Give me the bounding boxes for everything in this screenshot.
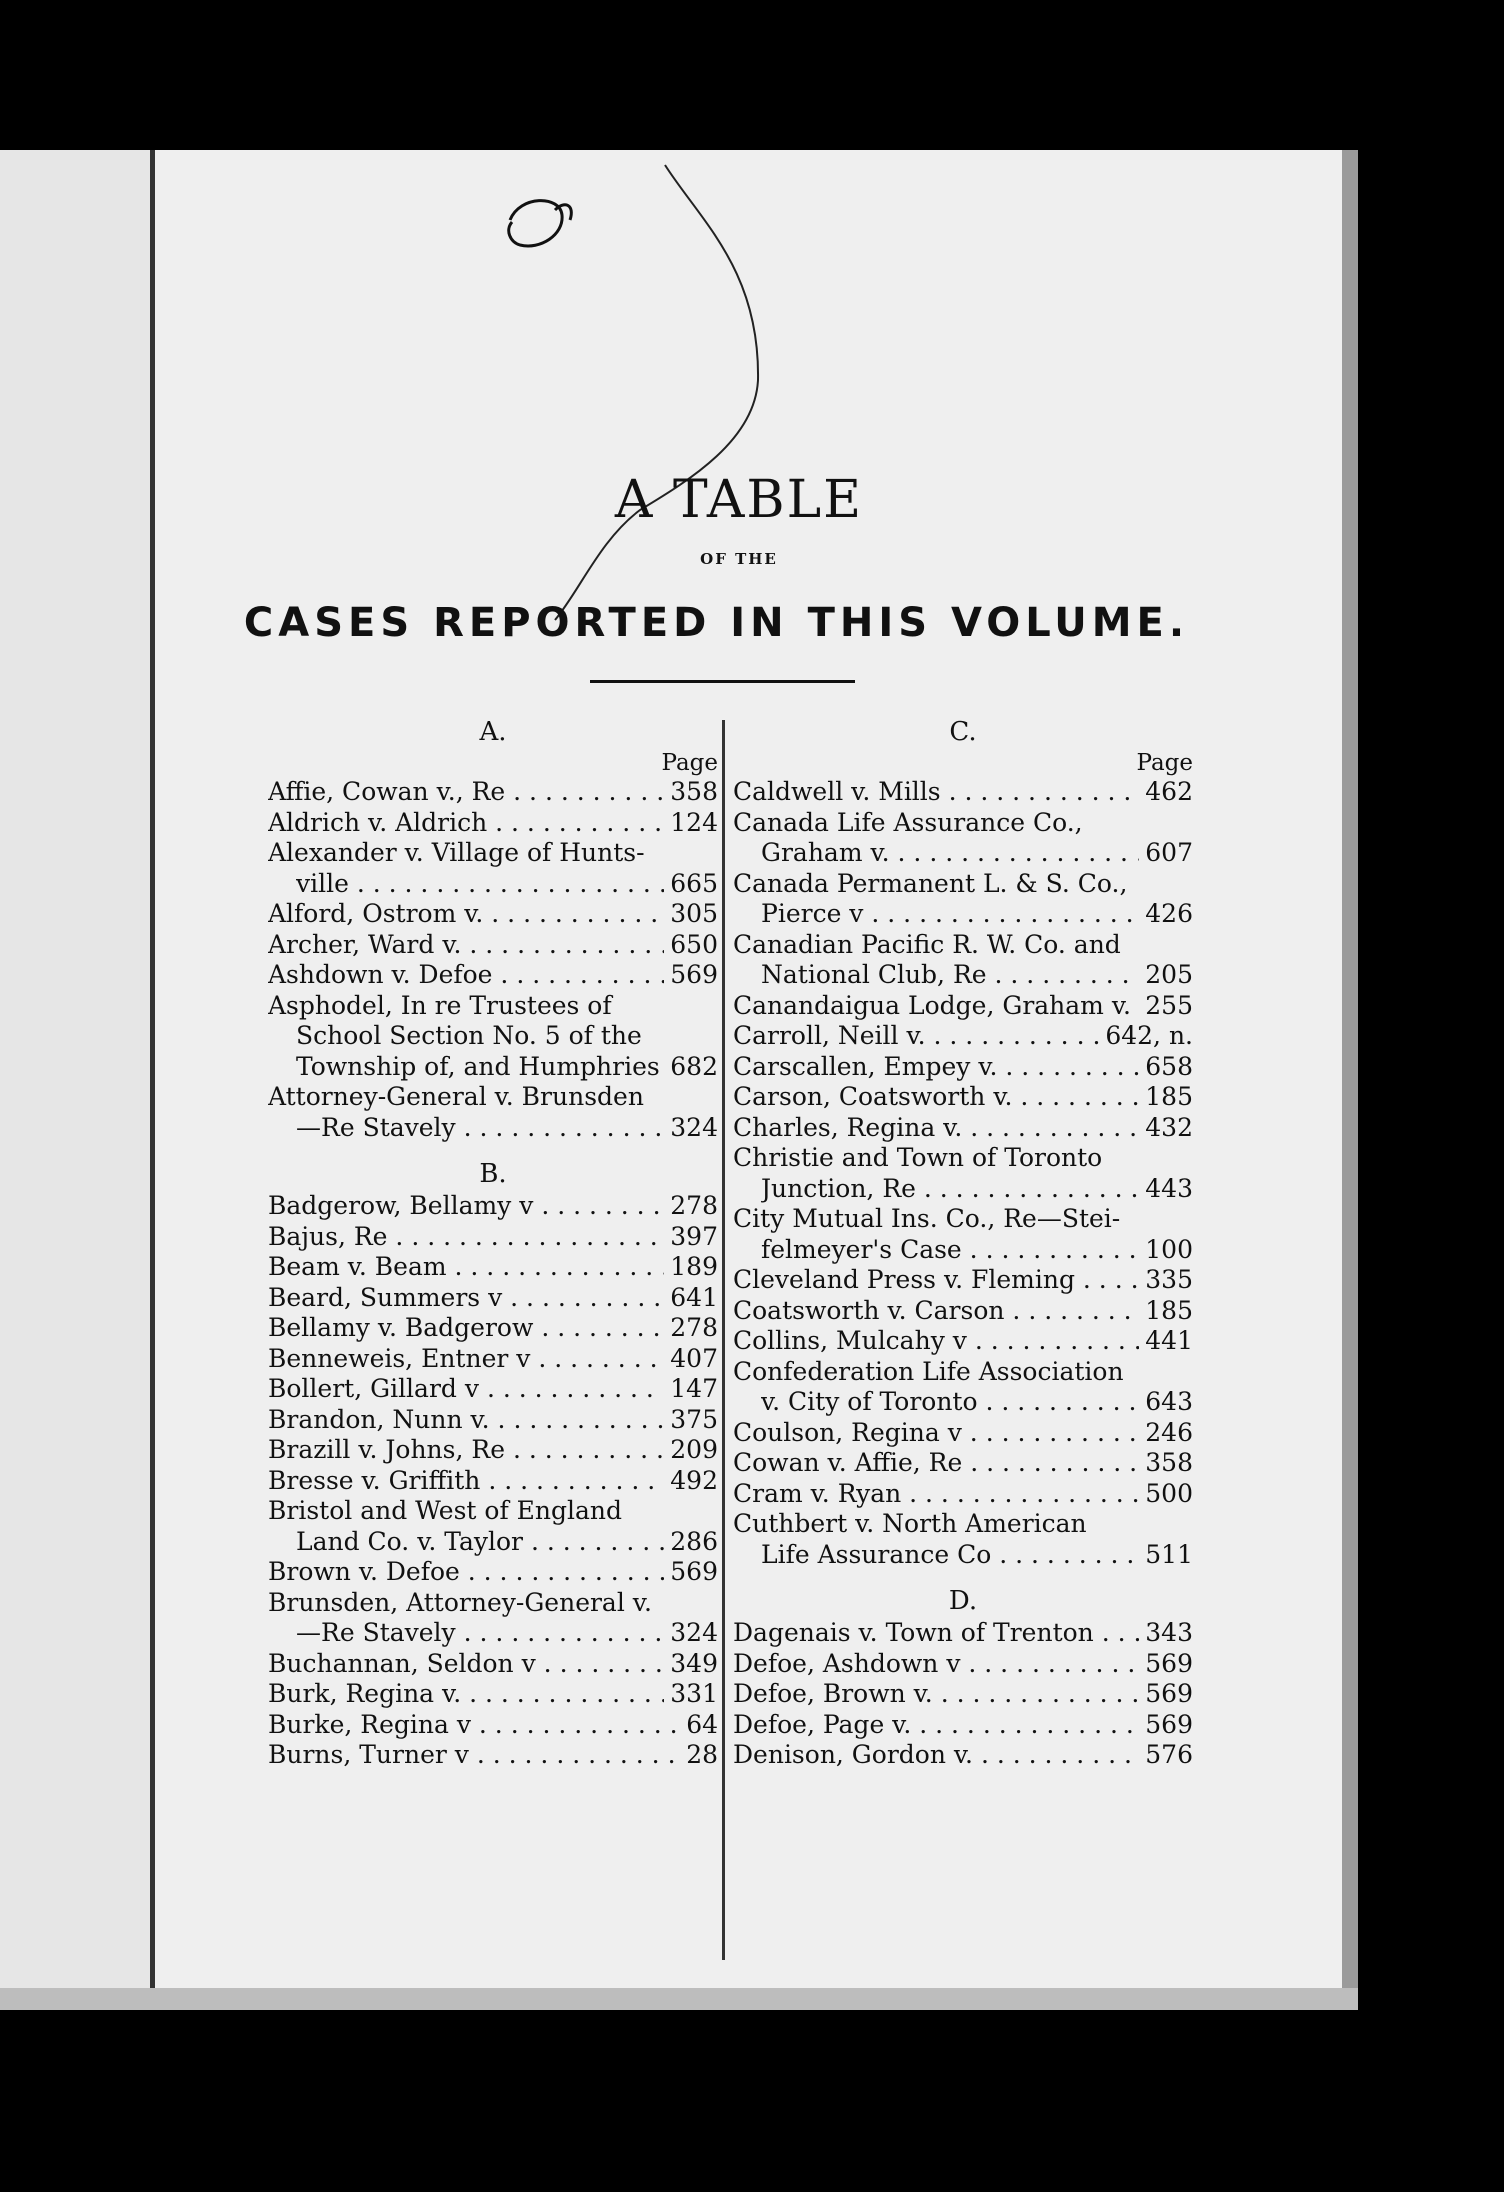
case-page-number: 331 <box>670 1679 718 1708</box>
case-page-number: 682 <box>670 1051 718 1081</box>
case-name: ville . . . <box>296 869 664 900</box>
case-page-number: 185 <box>1145 1295 1193 1325</box>
case-name: Coatsworth v. Carson . . . <box>733 1296 1139 1327</box>
case-entry <box>268 1710 718 1741</box>
page-title: A TABLE <box>614 470 864 530</box>
case-entry-line <box>733 1357 1193 1388</box>
case-name: Collins, Mulcahy v . . . <box>733 1326 1139 1357</box>
case-entry-line <box>268 1466 718 1497</box>
case-name: Canandaigua Lodge, Graham v. . . . <box>733 991 1139 1022</box>
right-column <box>733 715 1193 1771</box>
case-name: Charles, Regina v. . . . <box>733 1113 1139 1144</box>
case-entry-line <box>733 1113 1193 1144</box>
case-name: Burns, Turner v . . . <box>268 1740 680 1771</box>
case-name: —Re Stavely . . . <box>296 1618 664 1649</box>
case-page-number: 569 <box>670 960 718 989</box>
case-entry-line <box>268 899 718 930</box>
case-entry <box>733 1204 1193 1265</box>
case-entry <box>268 1191 718 1222</box>
case-page-number: 569 <box>1145 1709 1193 1739</box>
case-page-number: 462 <box>1145 777 1193 806</box>
case-page-number: 205 <box>1145 960 1193 989</box>
case-entry <box>733 1296 1193 1327</box>
case-name: Carscallen, Empey v. . . . <box>733 1052 1139 1083</box>
case-name: Defoe, Page v. . . . <box>733 1710 1139 1741</box>
case-page-number: 426 <box>1145 899 1193 928</box>
case-entry <box>733 1679 1193 1710</box>
case-entry <box>733 1618 1193 1649</box>
section-letter: B. <box>479 1159 507 1189</box>
case-name: Alford, Ostrom v. . . . <box>268 899 664 930</box>
case-page-number: 343 <box>1145 1618 1193 1647</box>
case-entry <box>733 1265 1193 1296</box>
case-entry-line <box>268 1588 718 1619</box>
case-page-number: 305 <box>670 899 718 928</box>
case-name: Carroll, Neill v. . . . <box>733 1021 1099 1052</box>
case-entry-line <box>733 1618 1193 1649</box>
case-page-number: 124 <box>670 807 718 837</box>
page-subtitle: CASES REPORTED IN THIS VOLUME. <box>243 600 1190 646</box>
case-name: Cuthbert v. North American <box>733 1509 1087 1538</box>
case-name: Brandon, Nunn v. . . . <box>268 1405 664 1436</box>
section-letter: C. <box>949 717 977 747</box>
case-entry-line <box>268 1283 718 1314</box>
case-entry <box>268 899 718 930</box>
case-name: Archer, Ward v. . . . <box>268 930 664 961</box>
case-entry-line <box>268 1496 718 1527</box>
case-entry <box>268 1740 718 1771</box>
case-entry-line <box>268 1679 718 1710</box>
case-name: Bresse v. Griffith . . . <box>268 1466 664 1497</box>
case-name: Burk, Regina v. . . . <box>268 1679 664 1710</box>
case-entry-line <box>268 1344 718 1375</box>
case-page-number: 643 <box>1145 1387 1193 1416</box>
case-entry-line <box>268 808 718 839</box>
case-entry-line <box>268 1191 718 1222</box>
case-name: Buchannan, Seldon v . . . <box>268 1649 664 1680</box>
case-page-number: 407 <box>670 1343 718 1373</box>
case-entry <box>733 1052 1193 1083</box>
case-entry-line <box>733 1479 1193 1510</box>
case-entry-line <box>733 1509 1193 1540</box>
case-page-number: 397 <box>670 1221 718 1251</box>
case-name: Life Assurance Co . . . <box>761 1540 1139 1571</box>
case-entry-line <box>268 1374 718 1405</box>
case-page-number: 185 <box>1145 1082 1193 1111</box>
column-divider <box>722 720 725 1960</box>
case-name: Bollert, Gillard v . . . <box>268 1374 664 1405</box>
case-entry <box>268 1374 718 1405</box>
case-page-number: 189 <box>670 1252 718 1281</box>
case-page-number: 375 <box>670 1404 718 1434</box>
case-page-number: 358 <box>670 777 718 806</box>
case-entry-line <box>268 1405 718 1436</box>
case-name: Ashdown v. Defoe . . . <box>268 960 664 991</box>
case-entry <box>733 1649 1193 1680</box>
case-entry-line <box>733 1418 1193 1449</box>
case-entry <box>268 1588 718 1649</box>
case-entry-line <box>733 1204 1193 1235</box>
case-entry-line <box>268 1618 718 1649</box>
case-entry-line <box>268 869 718 900</box>
case-page-number: 278 <box>670 1191 718 1220</box>
case-name: Burke, Regina v . . . <box>268 1710 680 1741</box>
case-name: Brunsden, Attorney-General v. <box>268 1587 652 1617</box>
case-entry-line <box>733 1082 1193 1113</box>
case-entry-line <box>268 991 718 1022</box>
case-entry <box>268 1252 718 1283</box>
case-entry <box>733 930 1193 991</box>
case-page-number: 255 <box>1145 990 1193 1020</box>
case-page-number: 28 <box>686 1740 718 1769</box>
case-name: Alexander v. Village of Hunts- <box>268 838 645 867</box>
case-name: —Re Stavely . . . <box>296 1113 664 1144</box>
case-page-number: 642, n. <box>1105 1021 1193 1050</box>
case-page-number: 209 <box>670 1435 718 1464</box>
case-page-number: 650 <box>670 929 718 959</box>
case-entry <box>268 1496 718 1557</box>
case-entry <box>268 777 718 808</box>
case-entry-line <box>268 960 718 991</box>
pencil-annotation <box>500 190 580 274</box>
case-entry-line <box>268 1313 718 1344</box>
scanned-page <box>0 150 1358 2010</box>
case-entry <box>733 1113 1193 1144</box>
case-entry <box>733 1710 1193 1741</box>
case-name: Cleveland Press v. Fleming . . . <box>733 1265 1139 1296</box>
case-page-number: 492 <box>670 1465 718 1495</box>
case-entry-line <box>268 1710 718 1741</box>
case-page-number: 576 <box>1145 1740 1193 1769</box>
case-entry <box>733 1448 1193 1479</box>
case-page-number: 324 <box>670 1112 718 1142</box>
case-entry-line <box>733 1052 1193 1083</box>
case-entry-line <box>733 838 1193 869</box>
case-name: Badgerow, Bellamy v . . . <box>268 1191 664 1222</box>
case-page-number: 607 <box>1145 838 1193 867</box>
case-name: Asphodel, In re Trustees of <box>268 990 612 1020</box>
case-entry <box>268 991 718 1083</box>
case-name: Beam v. Beam . . . <box>268 1252 664 1283</box>
case-name: Bellamy v. Badgerow . . . <box>268 1313 664 1344</box>
case-entry-line <box>268 1021 718 1052</box>
case-entry <box>268 1435 718 1466</box>
case-entry <box>268 1283 718 1314</box>
case-page-number: 246 <box>1145 1417 1193 1447</box>
case-entry-line <box>268 1649 718 1680</box>
case-entry <box>733 991 1193 1022</box>
case-entry-line <box>268 838 718 869</box>
case-entry <box>733 777 1193 808</box>
case-name: Coulson, Regina v . . . <box>733 1418 1139 1449</box>
case-entry <box>733 869 1193 930</box>
section-letter: A. <box>479 717 507 747</box>
case-name: Land Co. v. Taylor . . . <box>296 1527 664 1558</box>
case-entry-line <box>268 1252 718 1283</box>
case-name: Aldrich v. Aldrich . . . <box>268 808 664 839</box>
case-entry-line <box>733 1710 1193 1741</box>
case-name: Denison, Gordon v. . . . <box>733 1740 1139 1771</box>
case-entry-line <box>733 1740 1193 1771</box>
section-letter: D. <box>948 1586 978 1616</box>
title-rule <box>590 680 855 683</box>
case-page-number: 100 <box>1145 1234 1193 1264</box>
case-name: Cram v. Ryan . . . <box>733 1479 1139 1510</box>
case-entry-line <box>268 1222 718 1253</box>
case-page-number: 349 <box>670 1648 718 1678</box>
page-column-label: Page <box>661 750 718 776</box>
case-entry <box>733 1418 1193 1449</box>
case-name: Affie, Cowan v., Re . . . <box>268 777 664 808</box>
case-name: Christie and Town of Toronto <box>733 1143 1103 1172</box>
case-entry-line <box>733 1265 1193 1296</box>
case-name: Bajus, Re . . . <box>268 1222 664 1253</box>
case-page-number: 443 <box>1145 1173 1193 1203</box>
case-entry <box>268 1649 718 1680</box>
case-entry-line <box>733 899 1193 930</box>
case-entry-line <box>733 1021 1193 1052</box>
case-entry <box>268 1082 718 1143</box>
case-name: v. City of Toronto . . . <box>761 1387 1139 1418</box>
case-page-number: 432 <box>1145 1112 1193 1142</box>
case-name: City Mutual Ins. Co., Re—Stei- <box>733 1204 1121 1233</box>
page-column-label: Page <box>1136 750 1193 776</box>
case-entry <box>268 1466 718 1497</box>
case-page-number: 358 <box>1145 1448 1193 1477</box>
case-entry <box>268 1313 718 1344</box>
case-entry <box>268 1344 718 1375</box>
case-page-number: 569 <box>670 1557 718 1586</box>
case-entry <box>733 1740 1193 1771</box>
case-entry-line <box>733 991 1193 1022</box>
case-page-number: 658 <box>1145 1051 1193 1081</box>
page-title-connector: OF THE <box>700 550 778 568</box>
case-entry-line <box>268 777 718 808</box>
case-entry <box>733 1357 1193 1418</box>
case-name: Pierce v . . . <box>761 899 1139 930</box>
case-entry-line <box>733 1296 1193 1327</box>
case-entry-line <box>733 808 1193 839</box>
case-entry <box>733 1082 1193 1113</box>
case-name: Beard, Summers v . . . <box>268 1283 664 1314</box>
case-page-number: 511 <box>1145 1539 1193 1569</box>
case-name: Brazill v. Johns, Re . . . <box>268 1435 664 1466</box>
case-page-number: 324 <box>670 1618 718 1647</box>
case-entry-line <box>268 1557 718 1588</box>
case-entry-line <box>733 1649 1193 1680</box>
case-entry-line <box>268 1082 718 1113</box>
case-entry <box>268 1405 718 1436</box>
case-name: Township of, and Humphries . . . <box>296 1052 664 1083</box>
case-entry-line <box>733 1174 1193 1205</box>
case-name: Carson, Coatsworth v. . . . <box>733 1082 1139 1113</box>
case-entry-line <box>733 1326 1193 1357</box>
case-entry <box>733 1021 1193 1052</box>
case-name: Junction, Re . . . <box>761 1174 1139 1205</box>
case-entry-line <box>733 1540 1193 1571</box>
case-page-number: 64 <box>686 1709 718 1739</box>
case-page-number: 569 <box>1145 1679 1193 1708</box>
case-name: Attorney-General v. Brunsden <box>268 1082 644 1111</box>
case-name: Confederation Life Association <box>733 1356 1124 1386</box>
case-entry <box>733 1479 1193 1510</box>
case-entry-line <box>268 1052 718 1083</box>
case-page-number: 441 <box>1145 1326 1193 1355</box>
case-entry <box>733 1326 1193 1357</box>
case-name: Dagenais v. Town of Trenton . . . <box>733 1618 1139 1649</box>
case-entry-line <box>733 1679 1193 1710</box>
case-entry <box>268 1222 718 1253</box>
case-name: Bristol and West of England <box>268 1496 623 1525</box>
case-name: School Section No. 5 of the <box>296 1021 642 1050</box>
case-page-number: 665 <box>670 868 718 898</box>
case-name: Canada Permanent L. & S. Co., <box>733 868 1128 898</box>
case-entry <box>733 1143 1193 1204</box>
case-entry-line <box>268 1435 718 1466</box>
case-name: Defoe, Ashdown v . . . <box>733 1649 1139 1680</box>
case-entry-line <box>733 930 1193 961</box>
section-gap <box>268 1143 718 1157</box>
case-name: Brown v. Defoe . . . <box>268 1557 664 1588</box>
case-entry-line <box>733 1235 1193 1266</box>
case-name: Caldwell v. Mills . . . <box>733 777 1139 808</box>
case-entry <box>268 930 718 961</box>
case-entry-line <box>733 777 1193 808</box>
case-name: Canada Life Assurance Co., <box>733 807 1083 837</box>
case-entry-line <box>268 1113 718 1144</box>
case-entry <box>268 960 718 991</box>
case-page-number: 286 <box>670 1526 718 1556</box>
case-name: National Club, Re . . . <box>761 960 1139 991</box>
case-name: Benneweis, Entner v . . . <box>268 1344 664 1375</box>
case-name: Defoe, Brown v. . . . <box>733 1679 1139 1710</box>
case-entry <box>733 1509 1193 1570</box>
case-entry-line <box>733 960 1193 991</box>
case-name: felmeyer's Case . . . <box>761 1235 1139 1266</box>
case-name: Graham v. . . . <box>761 838 1139 869</box>
case-entry-line <box>733 1387 1193 1418</box>
case-entry <box>268 1679 718 1710</box>
case-page-number: 335 <box>1145 1265 1193 1294</box>
section-gap <box>733 1570 1193 1584</box>
case-page-number: 569 <box>1145 1648 1193 1678</box>
case-entry-line <box>733 869 1193 900</box>
case-entry-line <box>268 1740 718 1771</box>
case-entry-line <box>733 1143 1193 1174</box>
case-entry-line <box>268 930 718 961</box>
case-page-number: 641 <box>670 1282 718 1312</box>
case-entry <box>733 808 1193 869</box>
case-entry <box>268 808 718 839</box>
case-page-number: 500 <box>1145 1478 1193 1508</box>
case-name: Canadian Pacific R. W. Co. and <box>733 929 1121 959</box>
case-entry <box>268 1557 718 1588</box>
case-entry-line <box>733 1448 1193 1479</box>
case-name: Cowan v. Affie, Re . . . <box>733 1448 1139 1479</box>
case-page-number: 278 <box>670 1313 718 1342</box>
case-entry-line <box>268 1527 718 1558</box>
left-column <box>268 715 718 1771</box>
case-entry <box>268 838 718 899</box>
case-page-number: 147 <box>670 1374 718 1403</box>
